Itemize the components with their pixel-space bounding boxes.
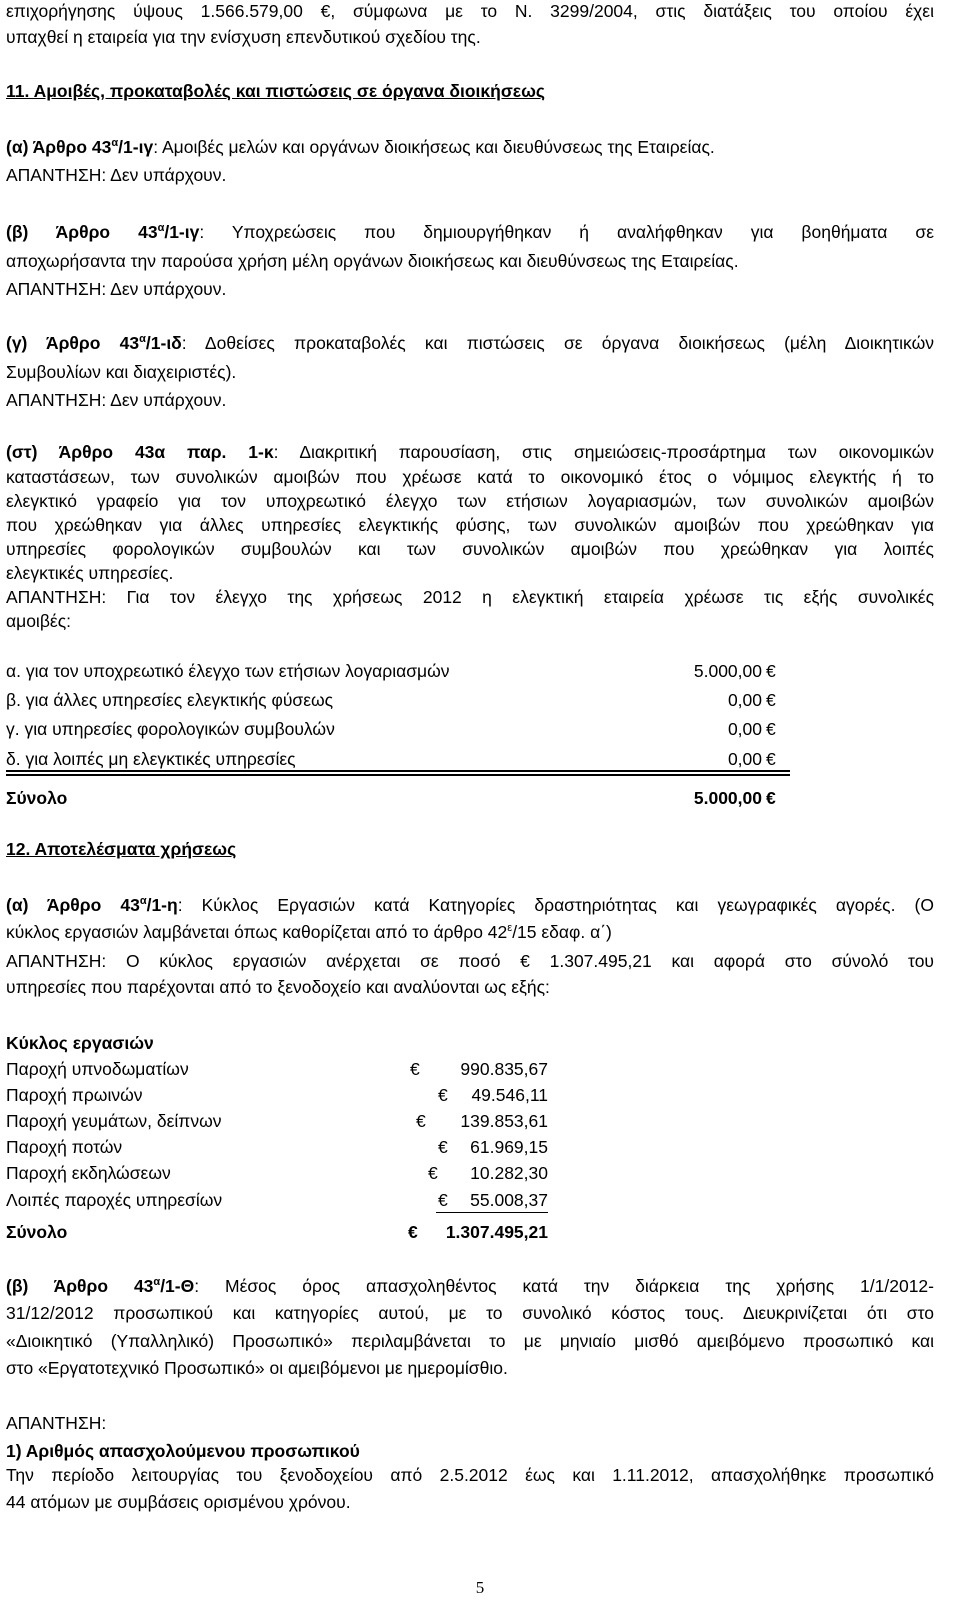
s12-b-line-4: στο «Εργατοτεχνικό Προσωπικό» οι αμειβόμενοι με ημερομίσθιο.: [6, 1358, 508, 1378]
turnover-row-amount: 10.282,30: [470, 1163, 548, 1183]
s11-b-line-2: αποχωρήσαντα την παρούσα χρήση μέλη οργάνων διοικήσεως και διευθύνσεως της Εταιρείας.: [6, 251, 739, 271]
s12-a-answer-1: ΑΠΑΝΤΗΣΗ: Ο κύκλος εργασιών ανέρχεται σε ποσό € 1.307.495,21 και αφορά στο σύνολό του: [6, 951, 934, 971]
s12-b-answer: ΑΠΑΝΤΗΣΗ:: [6, 1413, 107, 1433]
s12-a-line-1: (α) Άρθρο $43^\alpha/1-\eta$: Κύκλος Εργασιών κατά Κατηγορίες δραστηριότητας και γεωγραφικές αγορές. (Ο: [6, 895, 934, 915]
euro-icon: €: [766, 690, 776, 710]
s11-st-line-3: ελεγκτικό γραφείο για τον υποχρεωτικό έλεγχο των ετήσιων λογαριασμών, των συνολικών αμοιβών: [6, 491, 934, 511]
fee-row-label: δ. για λοιπές μη ελεγκτικές υπηρεσίες: [6, 749, 296, 769]
turnover-total-amount: 1.307.495,21: [445, 1222, 548, 1242]
s11-a-answer: ΑΠΑΝΤΗΣΗ: Δεν υπάρχουν.: [6, 165, 227, 185]
turnover-row-label: Παροχή πρωινών: [6, 1085, 143, 1105]
s11-st-answer-1: ΑΠΑΝΤΗΣΗ: Για τον έλεγχο της χρήσεως 2012 η ελεγκτική εταιρεία χρέωσε τις εξής συνολικές: [6, 587, 934, 607]
s11-st-line-2: καταστάσεων, των συνολικών αμοιβών που χρέωσε κατά το οικονομικό έτος ο νόμιμος ελεγκτής ή το: [6, 467, 934, 487]
intro-line-2: υπαχθεί η εταιρεία για την ενίσχυση επενδυτικού σχεδίου της.: [6, 27, 481, 47]
s11-st-answer-2: αμοιβές:: [6, 611, 71, 631]
turnover-row-amount: 55.008,37: [470, 1190, 548, 1210]
turnover-row-label: Λοιπές παροχές υπηρεσίων: [6, 1190, 223, 1210]
section-11-heading: 11. Αμοιβές, προκαταβολές και πιστώσεις σε όργανα διοικήσεως: [6, 81, 545, 101]
section-12-heading: 12. Αποτελέσματα χρήσεως: [6, 839, 237, 859]
fee-row-amount: 0,00: [727, 719, 762, 739]
fees-total-label: Σύνολο: [6, 788, 68, 808]
euro-icon: €: [766, 661, 776, 681]
euro-icon: €: [428, 1163, 438, 1183]
euro-icon: €: [438, 1085, 448, 1105]
intro-line-1: επιχορήγησης ύψους 1.566.579,00 €, σύμφωνα με το Ν. 3299/2004, στις διατάξεις του οποίου έχει: [6, 1, 934, 21]
s11-c-answer: ΑΠΑΝΤΗΣΗ: Δεν υπάρχουν.: [6, 390, 227, 410]
turnover-total-label: Σύνολο: [6, 1222, 68, 1242]
s12-b-line-1: (β) Άρθρο $43^\alpha/1-\Theta$: Μέσος όρος απασχοληθέντος κατά την διάρκεια της χρήσης 1/1/2012-: [6, 1276, 934, 1296]
turnover-row-amount: 49.546,11: [471, 1085, 548, 1105]
euro-icon: €: [410, 1059, 420, 1079]
turnover-total-rule: [436, 1212, 548, 1213]
turnover-row-amount: 61.969,15: [470, 1137, 548, 1157]
fee-row-label: α. για τον υποχρεωτικό έλεγχο των ετήσιων λογαριασμών: [6, 661, 450, 681]
s11-b-line-1: (β) Άρθρο $43^\alpha/1-\iota\gamma$: Υποχρεώσεις που δημιουργήθηκαν ή αναλήφθηκαν για βοηθήματα σε: [6, 222, 934, 242]
s11-a-line: (α) Άρθρο $43^\alpha/1-\iota\gamma$: Αμοιβές μελών και οργάνων διοικήσεως και διευθύνσεως της Εταιρείας.: [6, 137, 715, 157]
turnover-row-label: Παροχή ποτών: [6, 1137, 123, 1157]
s12-b-para-1: Την περίοδο λειτουργίας του ξενοδοχείου από 2.5.2012 έως και 1.11.2012, απασχολήθηκε προσωπικό: [6, 1465, 934, 1485]
fee-row-label: γ. για υπηρεσίες φορολογικών συμβουλών: [6, 719, 335, 739]
turnover-row-label: Παροχή εκδηλώσεων: [6, 1163, 171, 1183]
s11-c-line-2: Συμβουλίων και διαχειριστές).: [6, 362, 237, 382]
turnover-row-label: Παροχή υπνοδωματίων: [6, 1059, 189, 1079]
s12-b-line-3: «Διοικητικό (Υπαλληλικό) Προσωπικό» περιλαμβάνεται το με μηνιαίο μισθό αμειβόμενο προσωπικό και: [6, 1331, 934, 1351]
euro-icon: €: [416, 1111, 426, 1131]
fee-row-amount: 0,00: [727, 749, 762, 769]
fees-total-rule: [6, 774, 790, 776]
s12-b-sub-heading: 1) Αριθμός απασχολούμενου προσωπικού: [6, 1441, 360, 1461]
fee-row-amount: 0,00: [727, 690, 762, 710]
turnover-row-amount: 139.853,61: [460, 1111, 548, 1131]
turnover-row-amount: 990.835,67: [460, 1059, 548, 1079]
euro-icon: €: [766, 788, 776, 808]
s12-b-line-2: 31/12/2012 προσωπικού και κατηγορίες αυτού, με το συνολικό κόστος τους. Διευκρινίζεται ότι στο: [6, 1303, 934, 1323]
s11-st-line-5: υπηρεσίες φορολογικών συμβουλών και των συνολικών αμοιβών που χρεώθηκαν για λοιπές: [6, 539, 934, 559]
turnover-title: Κύκλος εργασιών: [6, 1033, 154, 1053]
euro-icon: €: [438, 1190, 448, 1210]
fee-row-amount: 5.000,00: [693, 661, 762, 681]
euro-icon: €: [438, 1137, 448, 1157]
s11-st-line-4: που χρεώθηκαν για άλλες υπηρεσίες ελεγκτικής φύσης, των συνολικών αμοιβών που χρεώθηκαν για: [6, 515, 934, 535]
s11-b-answer: ΑΠΑΝΤΗΣΗ: Δεν υπάρχουν.: [6, 279, 227, 299]
euro-icon: €: [766, 719, 776, 739]
s12-b-para-2: 44 ατόμων με συμβάσεις ορισμένου χρόνου.: [6, 1492, 351, 1512]
s11-st-line-1: (στ) Άρθρο 43α παρ. 1-κ: Διακριτική παρουσίαση, στις σημειώσεις-προσάρτημα των οικονομικών: [6, 442, 934, 462]
turnover-row-label: Παροχή γευμάτων, δείπνων: [6, 1111, 222, 1131]
page-number: 5: [475, 1578, 485, 1597]
s12-a-answer-2: υπηρεσίες που παρέχονται από το ξενοδοχείο και αναλύονται ως εξής:: [6, 977, 550, 997]
fees-total-rule: [6, 770, 790, 772]
s12-a-line-2: κύκλος εργασιών λαμβάνεται όπως καθορίζεται από το άρθρο $42^\varepsilon/15$ εδαφ. α΄): [6, 922, 612, 942]
euro-icon: €: [408, 1222, 418, 1242]
fee-row-label: β. για άλλες υπηρεσίες ελεγκτικής φύσεως: [6, 690, 334, 710]
euro-icon: €: [766, 749, 776, 769]
s11-st-line-6: ελεγκτικές υπηρεσίες.: [6, 563, 174, 583]
s11-c-line-1: (γ) Άρθρο $43^\alpha/1-\iota\delta$: Δοθείσες προκαταβολές και πιστώσεις σε όργανα διοικήσεως (μέλη Διοικητικών: [6, 333, 934, 353]
fees-total-amount: 5.000,00: [693, 788, 762, 808]
